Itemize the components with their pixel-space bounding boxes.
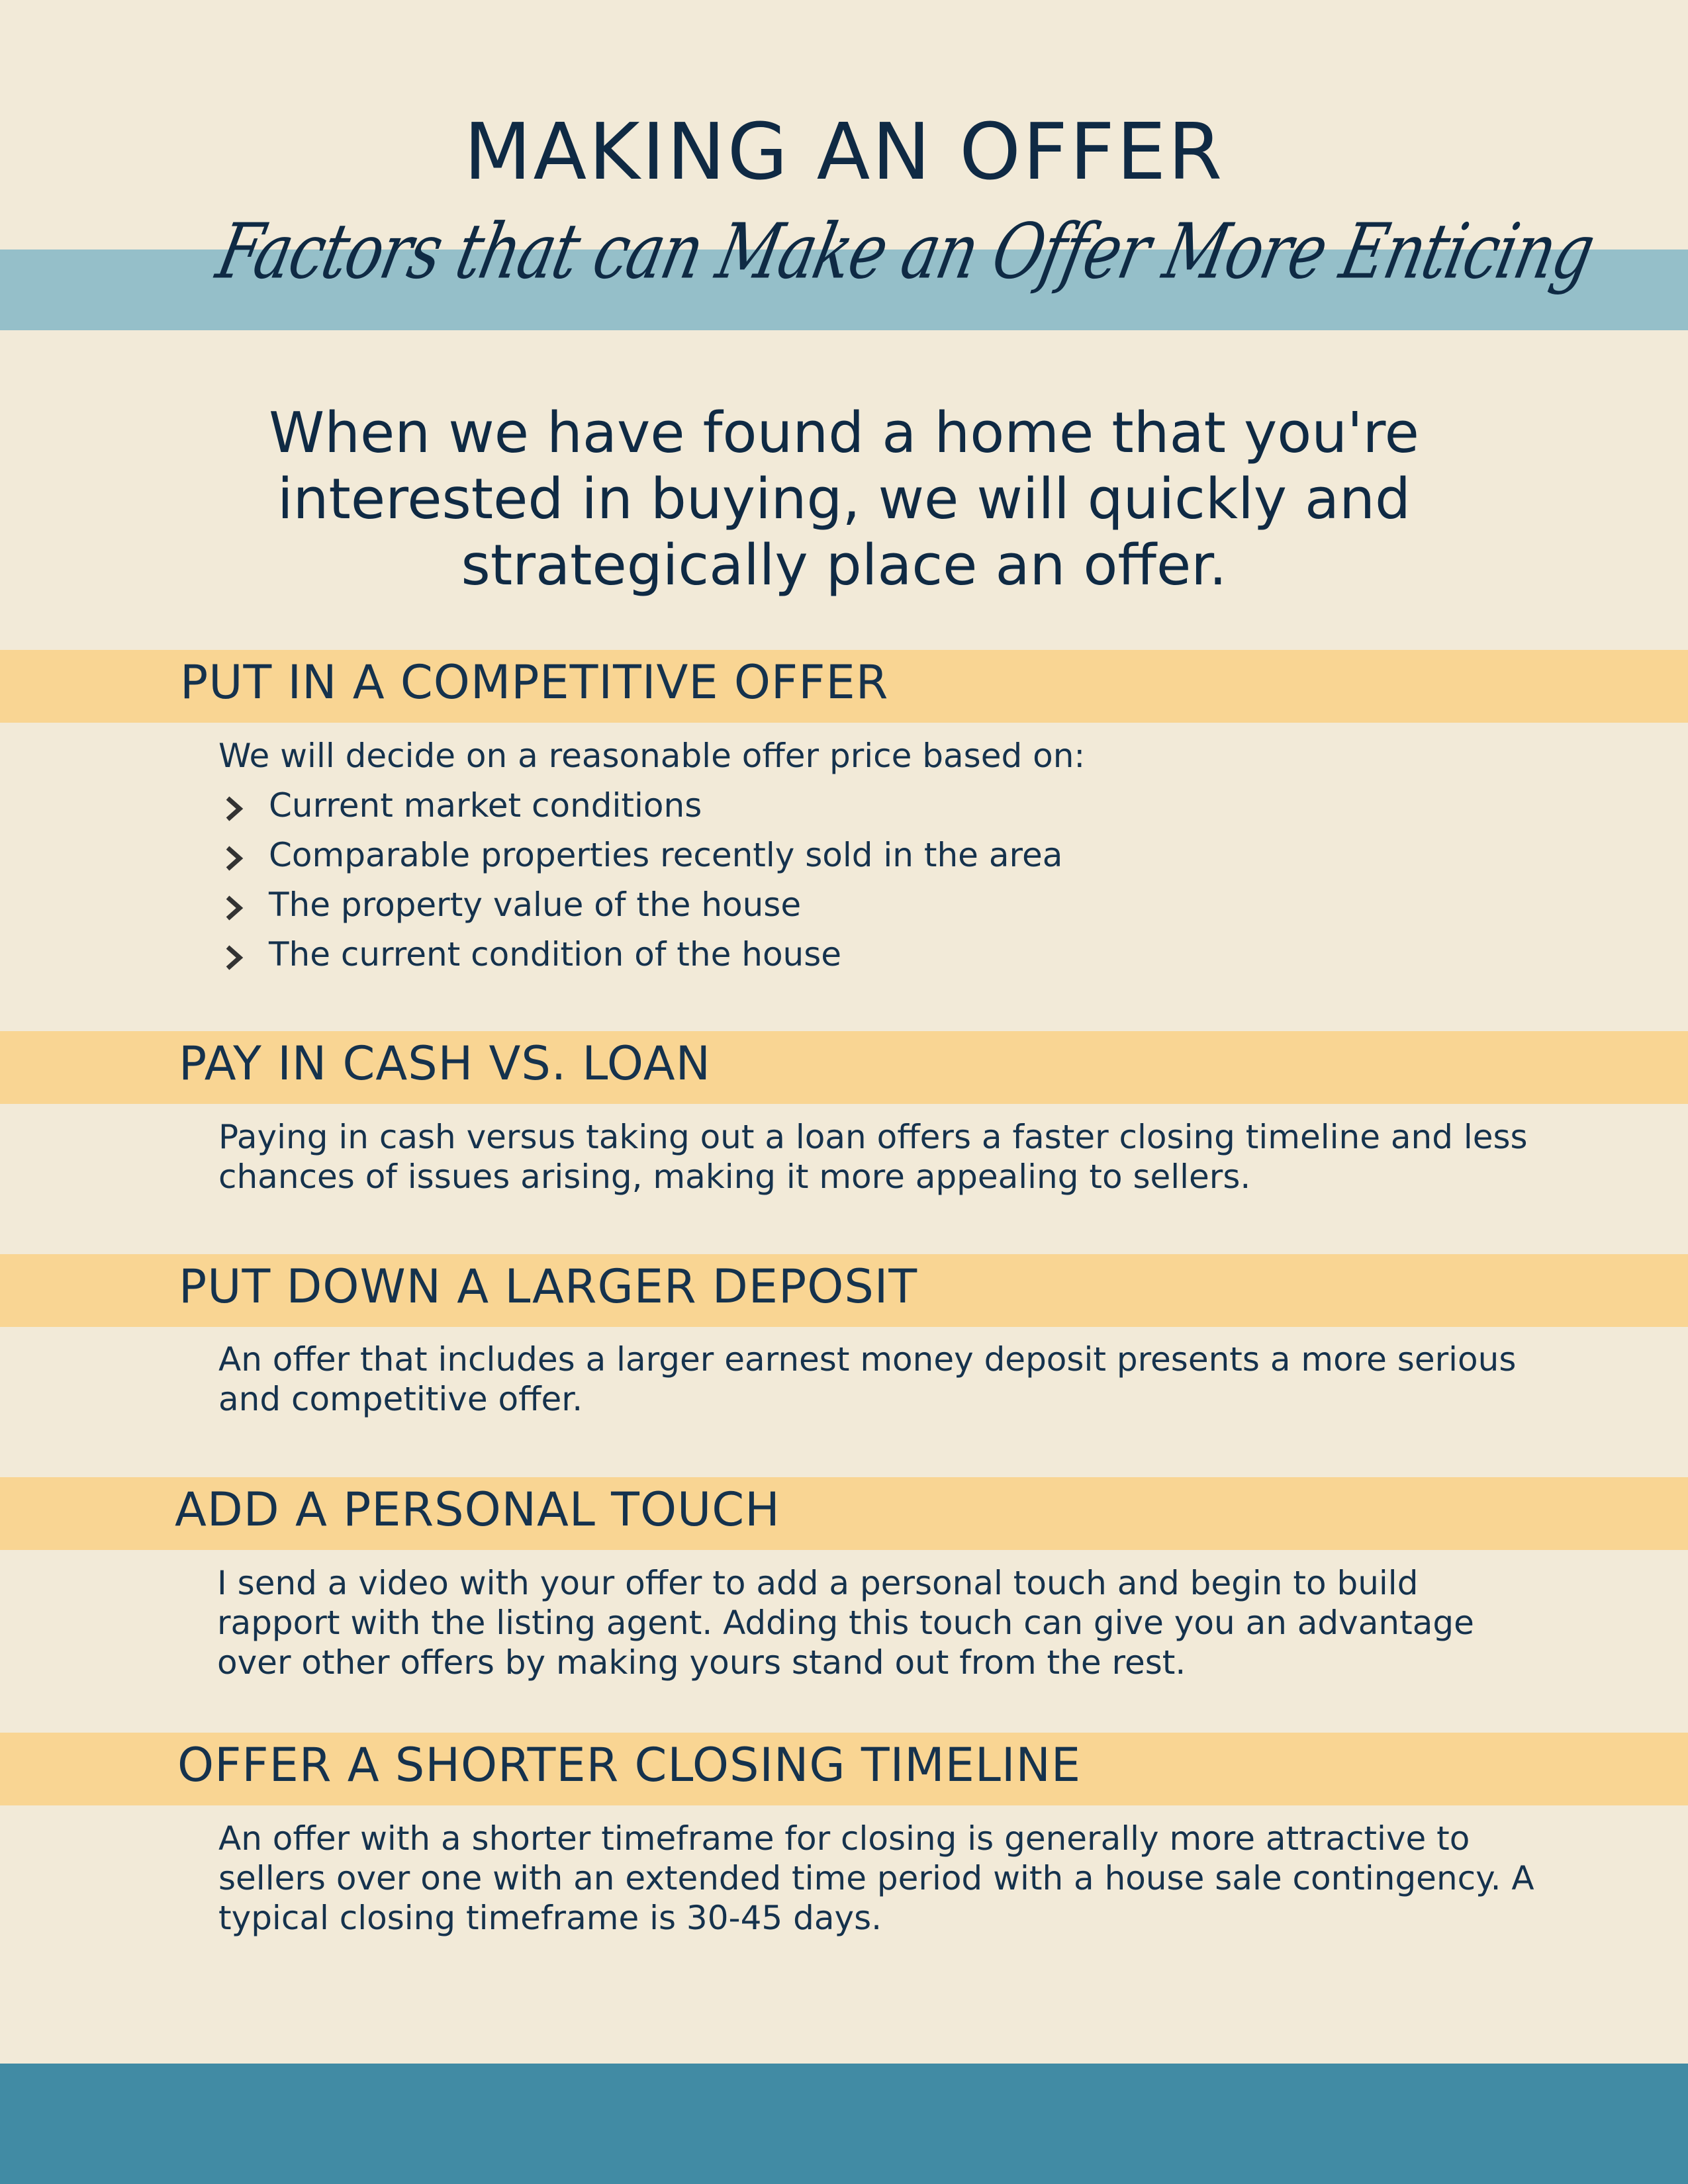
list-item: [218, 930, 1062, 979]
section-heading-personal-touch: ADD A PERSONAL TOUCH: [175, 1482, 780, 1537]
page-subtitle: Factors that can Make an Offer More Enticing: [209, 207, 1601, 296]
section-body-competitive-offer: We will decide on a reasonable offer price based on:: [218, 737, 1086, 775]
list-item-label: The property value of the house: [269, 886, 802, 924]
section-body-larger-deposit: An offer that includes a larger earnest money deposit presents a more serious and competitive offer.: [218, 1340, 1517, 1418]
section-body-cash-vs-loan: Paying in cash versus taking out a loan offers a faster closing timeline and less chances of issues arising, making it more appealing to sellers.: [218, 1118, 1528, 1196]
list-item-label: The current condition of the house: [269, 935, 842, 974]
intro-text: When we have found a home that you're interested in buying, we will quickly and strategically place an offer.: [269, 400, 1419, 598]
factor-list: [218, 781, 1062, 979]
section-body-personal-touch: I send a video with your offer to add a personal touch and begin to build rapport with the listing agent. Adding this touch can give you an advantage over other offers by making yours stand out from the rest.: [217, 1564, 1474, 1682]
section-heading-larger-deposit: PUT DOWN A LARGER DEPOSIT: [179, 1259, 918, 1314]
chevron-right-icon: [224, 895, 245, 921]
chevron-right-icon: [224, 796, 245, 822]
section-heading-cash-vs-loan: PAY IN CASH VS. LOAN: [179, 1036, 711, 1091]
list-item: [218, 831, 1062, 880]
list-item-label: Comparable properties recently sold in the area: [269, 836, 1063, 874]
section-heading-closing-timeline: OFFER A SHORTER CLOSING TIMELINE: [177, 1738, 1082, 1792]
list-item: [218, 880, 1062, 930]
list-item-label: Current market conditions: [269, 786, 702, 825]
section-heading-competitive-offer: PUT IN A COMPETITIVE OFFER: [180, 655, 889, 709]
chevron-right-icon: [224, 944, 245, 971]
chevron-right-icon: [224, 845, 245, 872]
page-title: MAKING AN OFFER: [463, 106, 1225, 197]
footer-band: [0, 2064, 1688, 2184]
section-body-closing-timeline: An offer with a shorter timeframe for closing is generally more attractive to sellers over one with an extended time period with a house sale contingency. A typical closing timeframe is 30-45 days.: [218, 1819, 1534, 1937]
list-item: [218, 781, 1062, 831]
